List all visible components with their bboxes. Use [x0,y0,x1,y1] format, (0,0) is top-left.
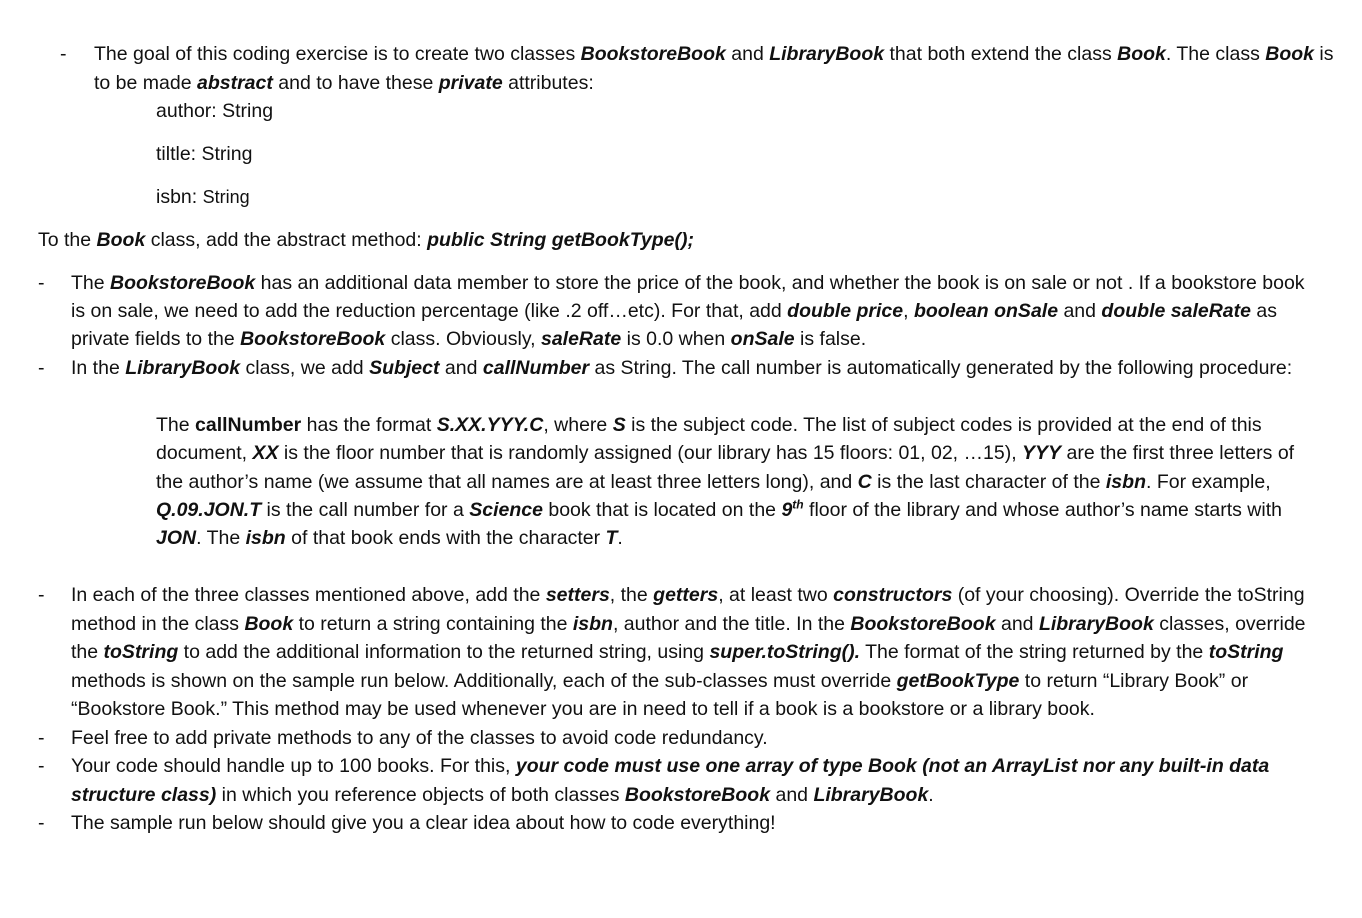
intro-line-2: to be made abstract and to have these private attributes: [94,72,594,94]
bullet-dash: - [38,272,45,294]
classes-line-3: the toString to add the additional information to the returned string, using super.toString(). The format of the string returned by the toString [71,641,1284,663]
array-line-2: structure class) in which you reference objects of both classes BookstoreBook and LibraryBook. [71,784,934,806]
bullet-dash: - [38,755,45,777]
bullet-dash: - [60,43,67,65]
attribute-title: tiltle: String [156,143,253,165]
bookstore-line-3: private fields to the BookstoreBook class. Obviously, saleRate is 0.0 when onSale is false. [71,328,867,350]
abstract-method-line: To the Book class, add the abstract method: public String getBookType(); [38,229,694,251]
intro-line-1: The goal of this coding exercise is to create two classes BookstoreBook and LibraryBook that both extend the class Book. The class Book is [94,43,1334,65]
classes-line-5: “Bookstore Book.” This method may be used whenever you are in need to tell if a book is a bookstore or a library book. [71,698,1095,720]
callnumber-line-3: the author’s name (we assume that all names are at least three letters long), and C is the last character of the isbn. For example, [156,471,1271,493]
attribute-isbn: isbn: String [156,186,250,208]
callnumber-line-2: document, XX is the floor number that is randomly assigned (our library has 15 floors: 01, 02, …15), YYY are the first three letters of [156,442,1295,464]
callnumber-line-4: Q.09.JON.T is the call number for a Science book that is located on the 9th floor of the library and whose author’s name starts with [156,497,1282,521]
array-line-1: Your code should handle up to 100 books. For this, your code must use one array of type Book (not an ArrayList nor any built-in data [71,755,1270,777]
attribute-author: author: String [156,100,274,122]
bookstore-line-2: is on sale, we need to add the reduction percentage (like .2 off…etc). For that, add double price, boolean onSale and double saleRate as [71,300,1277,322]
classes-line-1: In each of the three classes mentioned above, add the setters, the getters, at least two constructors (of your choosing). Override the toString [71,584,1305,606]
callnumber-line-1: The callNumber has the format S.XX.YYY.C, where S is the subject code. The list of subject codes is provided at the end of this [156,414,1262,436]
classes-line-4: methods is shown on the sample run below. Additionally, each of the sub-classes must override getBookType to return “Library Book” or [71,670,1249,692]
bullet-dash: - [38,584,45,606]
classes-line-2: method in the class Book to return a string containing the isbn, author and the title. In the BookstoreBook and LibraryBook classes, override [71,613,1306,635]
bullet-dash: - [38,357,45,379]
bullet-dash: - [38,727,45,749]
bullet-dash: - [38,812,45,834]
bookstore-line-1: The BookstoreBook has an additional data member to store the price of the book, and whether the book is on sale or not . If a bookstore book [71,272,1305,294]
private-methods-line: Feel free to add private methods to any of the classes to avoid code redundancy. [71,727,768,749]
callnumber-line-5: JON. The isbn of that book ends with the character T. [156,527,623,549]
sample-run-line: The sample run below should give you a clear idea about how to code everything! [71,812,776,834]
library-line-1: In the LibraryBook class, we add Subject and callNumber as String. The call number is automatically generated by the following procedure: [71,357,1293,379]
